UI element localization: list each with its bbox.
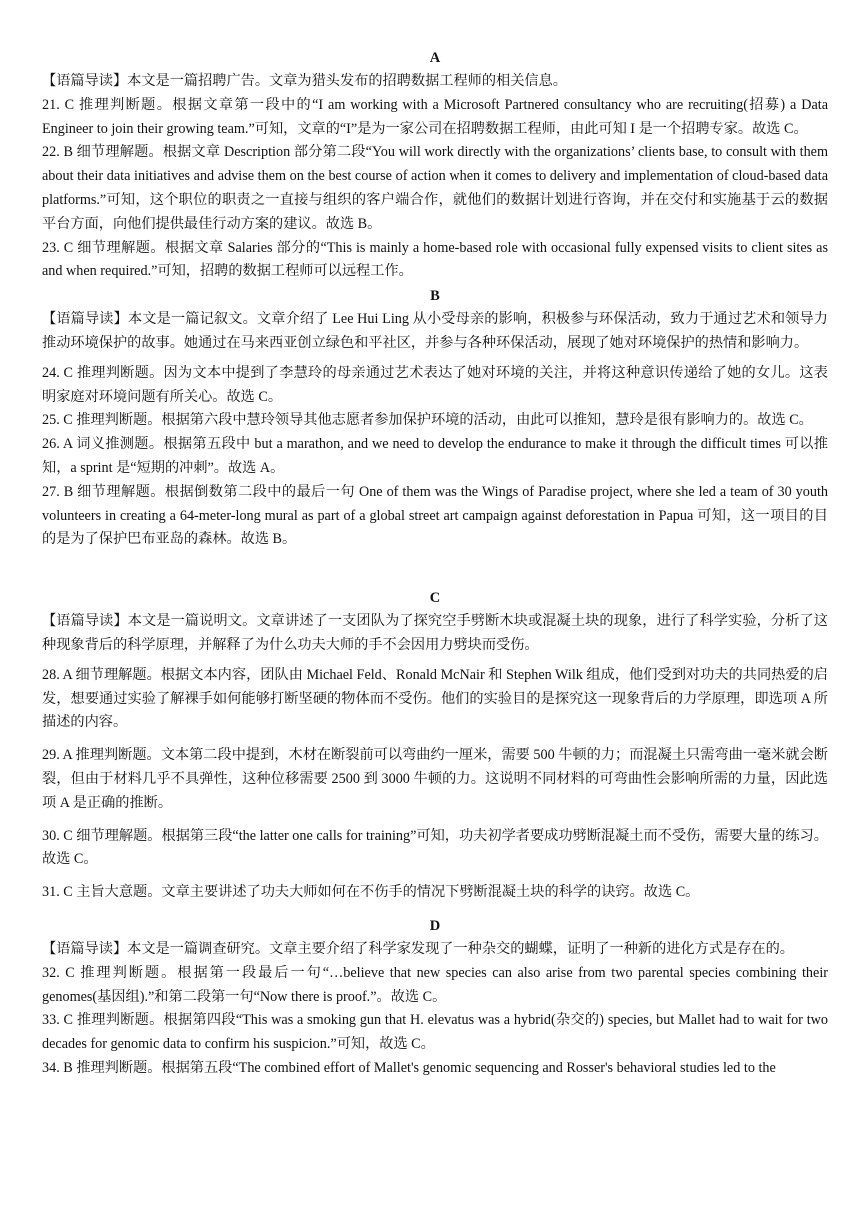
- answer-25: 25. C 推理判断题。根据第六段中慧玲领导其他志愿者参加保护环境的活动，由此可以推知，慧玲是很有影响力的。故选 C。: [42, 412, 813, 429]
- reading-guide: 【语篇导读】本文是一篇说明文。文章讲述了一支团队为了探究空手劈断木块或混凝土块的现象，进行了科学实验，分析了这种现象背后的科学原理，并解释了为什么功夫大师的手不会因用力劈块而受伤。: [42, 613, 828, 653]
- reading-guide: 【语篇导读】本文是一篇招聘广告。文章为猎头发布的招聘数据工程师的相关信息。: [42, 73, 567, 89]
- answer-29: 29. A 推理判断题。文本第二段中提到，木材在断裂前可以弯曲约一厘米，需要 500 牛顿的力；而混凝土只需弯曲一毫米就会断裂，但由于材料几乎不具弹性，这种位移需要 2500 到 3000 牛顿的力。这说明不同材料的可弯曲性会影响所需的力量，因此选项 A 是正确的推断。: [42, 747, 828, 811]
- section-title: B: [430, 288, 440, 305]
- answer-33: 33. C 推理判断题。根据第四段“This was a smoking gun that H. elevatus was a hybrid(杂交的) species, but Mallet had to wait for two decades for genomic data to confirm his suspicion.”可知，故选 C。: [42, 1012, 828, 1053]
- section-c: [42, 586, 828, 905]
- section-title: A: [429, 50, 441, 66]
- answer-30: 30. C 细节理解题。根据第三段“the latter one calls for training”可知，功夫初学者要成功劈断混凝土而不受伤，需要大量的练习。故选 C。: [42, 827, 828, 868]
- answer-21: 21. C 推理判断题。根据文章第一段中的“I am working with a Microsoft Partnered consultancy who are recruiting(招募) a Data Engineer to join their growing team.”可知，文章的“I”是为一家公司在招聘数据工程师，由此可知 I 是一个招聘专家。故选 C。: [42, 96, 828, 137]
- answer-27: 27. B 细节理解题。根据倒数第二段中的最后一句 One of them was the Wings of Paradise project, where she led a team of 30 youth volunteers in creating a 64-meter-long mural as part of a global street art campaign against deforestation in Papua 可知，这一项目的目的是为了保护巴布亚岛的森林。故选 B。: [42, 483, 828, 548]
- section-title: D: [429, 917, 441, 934]
- document-page: [42, 46, 828, 1081]
- answer-24: 24. C 推理判断题。因为文本中提到了李慧玲的母亲通过艺术表达了她对环境的关注，并将这种意识传递给了她的女儿。这表明家庭对环境问题有所关心。故选 C。: [42, 364, 828, 405]
- answer-26: 26. A 词义推测题。根据第五段中 but a marathon, and we need to develop the endurance to make it through the difficult times 可以推知，a sprint 是“短期的冲刺”。故选 A。: [42, 436, 828, 476]
- section-title: C: [429, 590, 441, 607]
- answer-22: 22. B 细节理解题。根据文章 Description 部分第二段“You will work directly with the organizations’ clients base, to consult with them about their data initiatives and advise them on the best course of action when it comes to delivery and implementation of cloud-based data platforms.”可知，这个职位的职责之一直接与组织的客户端合作，就他们的数据计划进行咨询，并在交付和实施基于云的数据平台方面，向他们提供最佳行动方案的建议。故选 B。: [42, 144, 828, 232]
- answer-28: 28. A 细节理解题。根据文本内容，团队由 Michael Feld、Ronald McNair 和 Stephen Wilk 组成，他们受到对功夫的共同热爱的启发，想要通过实验了解裸手如何能够打断坚硬的物体而不受伤。他们的实验目的是探究这一现象背后的力学原理，即选项 A 所描述的内容。: [42, 666, 828, 731]
- answer-31: 31. C 主旨大意题。文章主要讲述了功夫大师如何在不伤手的情况下劈断混凝土块的科学的诀窍。故选 C。: [42, 884, 700, 901]
- answer-34: 34. B 推理判断题。根据第五段“The combined effort of Mallet's genomic sequencing and Rosser's behavioral studies led to the: [42, 1059, 776, 1076]
- reading-guide: 【语篇导读】本文是一篇调查研究。文章主要介绍了科学家发现了一种杂交的蝴蝶，证明了一种新的进化方式是存在的。: [42, 940, 794, 957]
- reading-guide: 【语篇导读】本文是一篇记叙文。文章介绍了 Lee Hui Ling 从小受母亲的影响，积极参与环保活动，致力于通过艺术和领导力推动环境保护的故事。她通过在马来西亚创立绿色和平社区，并参与各种环保活动，展现了她对环境保护的热情和影响力。: [42, 311, 828, 351]
- section-a: [42, 46, 828, 284]
- answer-23: 23. C 细节理解题。根据文章 Salaries 部分的“This is mainly a home-based role with occasional fully expensed visits to client sites as and when required.”可知，招聘的数据工程师可以远程工作。: [42, 239, 828, 280]
- section-b: [42, 284, 828, 552]
- section-d: [42, 914, 828, 1081]
- answer-32: 32. C 推理判断题。根据第一段最后一句“…believe that new species can also arise from two parental species combining their genomes(基因组).”和第二段第一句“Now there is proof.”。故选 C。: [42, 964, 828, 1005]
